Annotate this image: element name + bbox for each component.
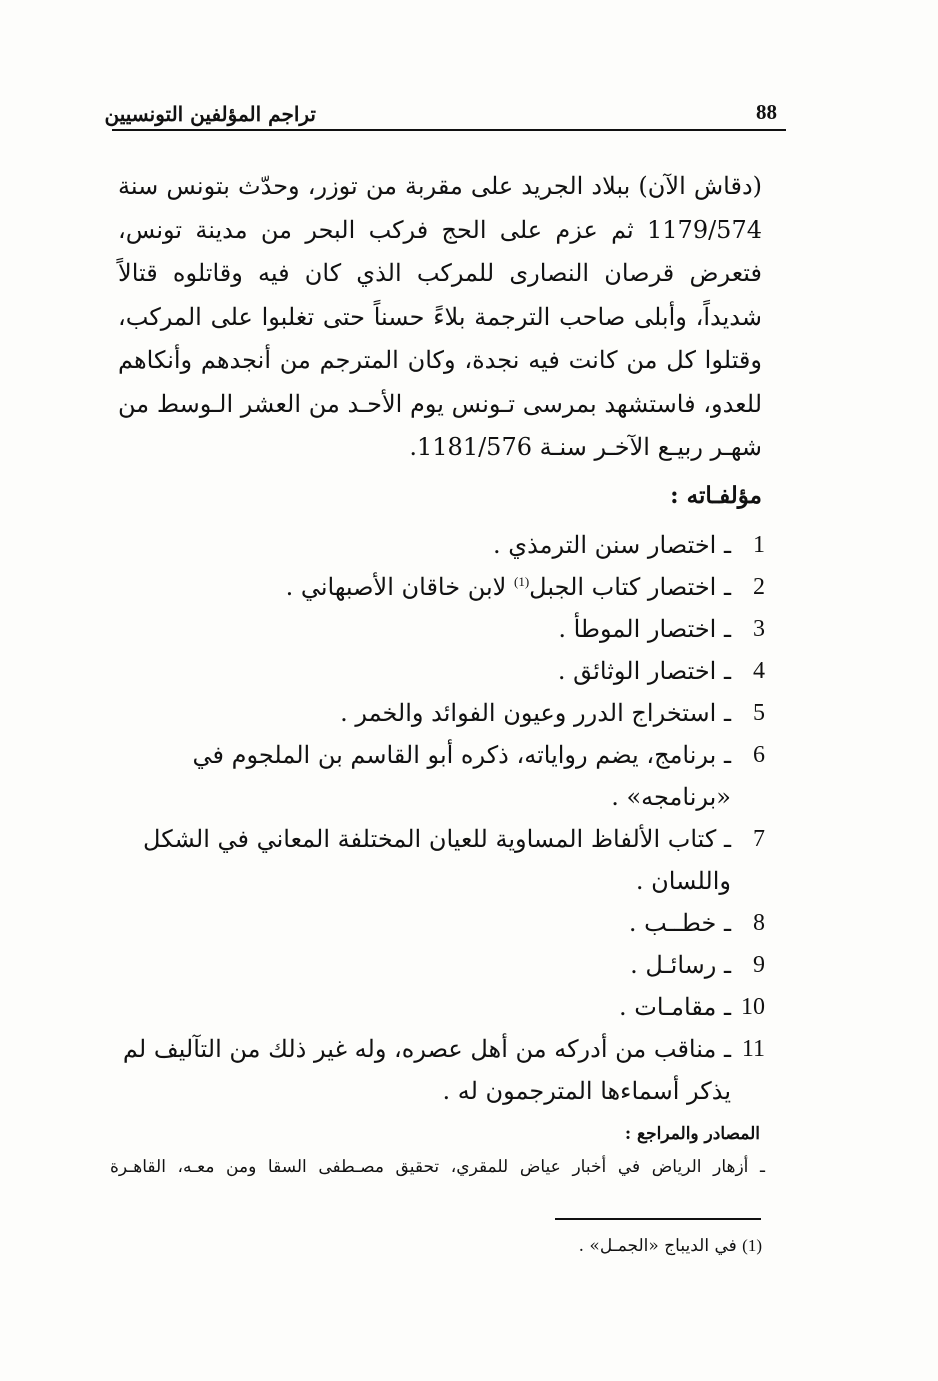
- item-text: ـ خطــب .: [628, 909, 731, 937]
- item-text: ـ اختصار سنن الترمذي .: [493, 531, 731, 559]
- footnote-number: (1): [742, 1236, 762, 1255]
- footnote-rule: [555, 1218, 761, 1220]
- list-item: [110, 1028, 765, 1112]
- item-text: ـ رسائـل .: [630, 951, 731, 979]
- item-number: 1: [753, 532, 765, 558]
- item-number: 6: [753, 742, 765, 768]
- page-number: 88: [756, 100, 777, 124]
- item-text: ـ اختصار الوثائق .: [557, 657, 731, 685]
- item-text: ـ اختصار الموطأ .: [558, 615, 731, 643]
- item-text: ـ برنامج، يضم رواياته، ذكره أبو القاسم بن الملجوم في «برنامجه» .: [192, 741, 731, 811]
- footnote-ref: (1): [513, 574, 530, 589]
- item-number: 7: [753, 826, 765, 852]
- item-text-start: ـ اختصار كتاب الجبل: [529, 573, 731, 601]
- works-list: [110, 524, 765, 1112]
- running-title: تراجم المؤلفين التونسيين: [104, 102, 316, 126]
- item-number: 10: [741, 994, 765, 1020]
- item-number: 5: [753, 700, 765, 726]
- list-item: [110, 692, 765, 734]
- list-item: [110, 566, 765, 608]
- header-rule: [112, 129, 786, 131]
- item-number: 4: [753, 658, 765, 684]
- works-heading: مؤلفـاته :: [670, 482, 762, 509]
- item-number: 2: [753, 574, 765, 600]
- item-number: 9: [753, 952, 765, 978]
- list-item: [110, 608, 765, 650]
- list-item: [110, 650, 765, 692]
- item-number: 8: [753, 910, 765, 936]
- item-text: ـ مقامـات .: [618, 993, 731, 1021]
- item-text: ـ مناقب من أدركه من أهل عصره، وله غير ذلك من التآليف لم يذكر أسماءها المترجمون له .: [122, 1035, 731, 1105]
- item-number: 3: [753, 616, 765, 642]
- list-item: [110, 524, 765, 566]
- list-item: [110, 818, 765, 902]
- footnote: [579, 1236, 762, 1256]
- sources-entry: ـ أزهار الرياض في أخبار عياض للمقري، تحقيق مصـطفى السقا ومن معـه، القاهـرة: [110, 1157, 765, 1177]
- list-item: [110, 944, 765, 986]
- item-text: ـ استخراج الدرر وعيون الفوائد والخمر .: [340, 699, 731, 727]
- list-item: [110, 986, 765, 1028]
- item-number: 11: [741, 1036, 765, 1062]
- footnote-text: في الديباج «الجمـل» .: [578, 1236, 743, 1256]
- list-item: [110, 734, 765, 818]
- item-text-end: لابن خاقان الأصبهاني .: [285, 573, 514, 601]
- sources-heading: المصادر والمراجع :: [624, 1124, 760, 1144]
- running-header: [104, 96, 786, 130]
- biography-paragraph: (دقاش الآن) ببلاد الجريد على مقربة من توزر، وحدّث بتونس سنة 1179/574 ثم عزم على الحج فركب البحر من مدينة تونس، فتعرض قرصان النصارى للمركب الذي كان فيه وقاتلوه قتالاً شديداً، وأبلى صاحب الترجمة بلاءً حسناً حتى تغلبوا على المركب، وقتلوا كل من كانت فيه نجدة، وكان المترجم من أنجدهم وأنكاهم للعدو، فاستشهد بمرسى تـونس يوم الأحـد من العشر الـوسط من شهـر ربيـع الآخـر سنـة 1181/576.: [118, 172, 762, 461]
- list-item: [110, 902, 765, 944]
- item-text: [110, 566, 731, 608]
- item-text: ـ كتاب الألفاظ المساوية للعيان المختلفة المعاني في الشكل واللسان .: [143, 825, 731, 895]
